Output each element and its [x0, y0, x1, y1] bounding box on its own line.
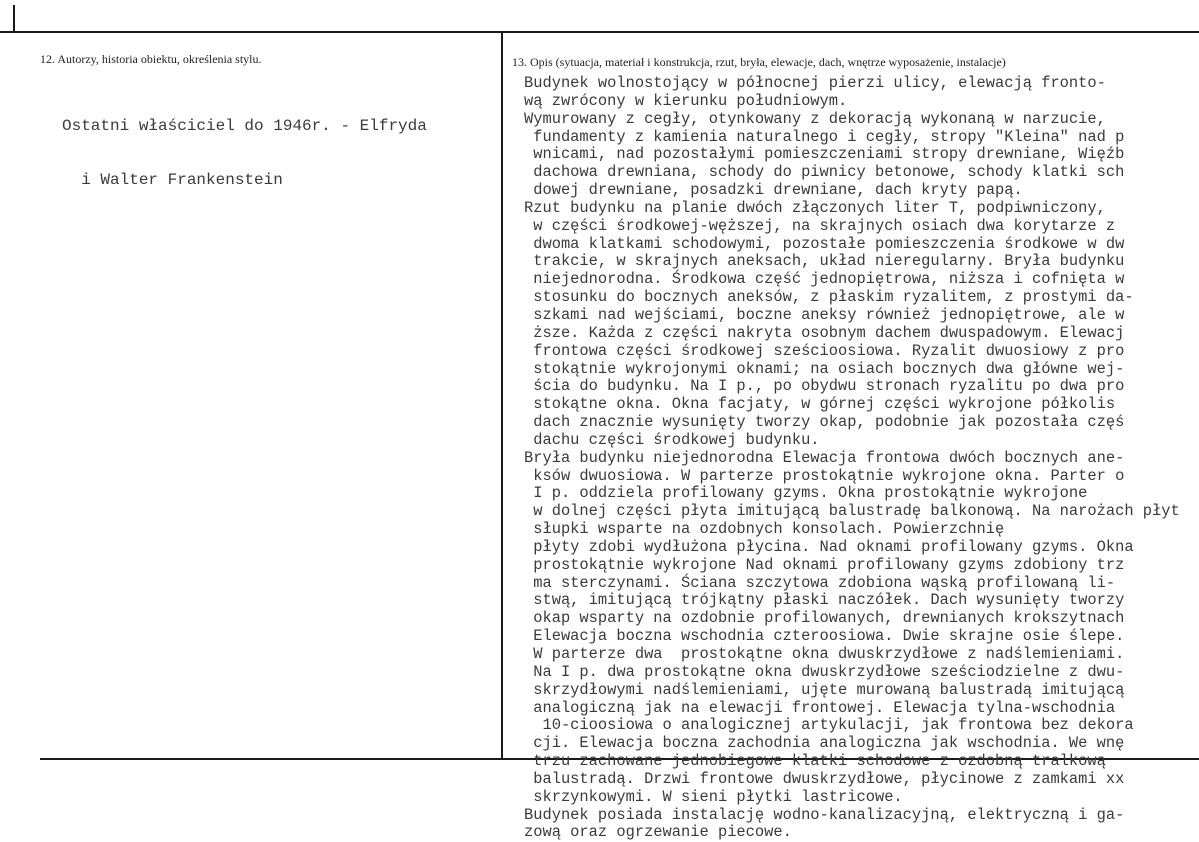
section-13-line: analogiczną jak na elewacji frontowej. Elewacja tylna-wschodnia	[524, 698, 1116, 717]
section-13-line: ksów dwuosiowa. W parterze prostokątnie wykrojone okna. Parter o	[524, 466, 1125, 485]
top-rule	[0, 31, 1199, 33]
section-13-line: 10-cioosiowa o analogicznej artykulacji, jak frontowa bez dekora	[524, 716, 1134, 735]
section-13-line: ma sterczynami. Ściana szczytowa zdobiona wąską profilowaną li-	[524, 573, 1116, 592]
section-13-heading: 13. Opis (sytuacja, materiał i konstrukcja, rzut, bryła, elewacje, dach, wnętrze wyposażenie, instalacje)	[512, 55, 1006, 69]
section-13-line: wnicami, nad pozostałymi pomieszczeniami stropy drewniane, Więźb	[524, 145, 1125, 164]
section-12-text	[62, 81, 427, 225]
section-13-line: Na I p. dwa prostokątne okna dwuskrzydłowe sześciodzielne z dwu-	[524, 662, 1125, 681]
section-13-line: ższe. Każda z części nakryta osobnym dachem dwuspadowym. Elewacj	[524, 323, 1125, 342]
section-13-line: w części środkowej-węższej, na skrajnych osiach dwa korytarze z	[524, 216, 1116, 235]
section-12-line: Ostatni właściciel do 1946r. - Elfryda	[62, 117, 427, 135]
section-13-text	[524, 75, 1199, 842]
section-13-line: wą zwrócony w kierunku południowym.	[524, 91, 848, 110]
section-13-line: balustradą. Drzwi frontowe dwuskrzydłowe, płycinowe z zamkami xx	[524, 769, 1125, 788]
section-13-line: trakcie, w skrajnych aneksach, układ nieregularny. Bryła budynku	[524, 252, 1125, 271]
section-13-line: stokątnie wykrojonymi oknami; na osiach bocznych dwa główne wej-	[524, 359, 1125, 378]
section-13-line: W parterze dwa prostokątne okna dwuskrzydłowe z nadślemieniami.	[524, 645, 1125, 663]
section-13-line: dowej drewniane, posadzki drewniane, dach kryty papą.	[524, 181, 1023, 200]
section-13-line: słupki wsparte na ozdobnych konsolach. Powierzchnię	[524, 520, 1005, 539]
section-13-line: Wymurowany z cegły, otynkowany z dekoracją wykonaną w narzucie,	[524, 109, 1106, 128]
left-tick-mark	[13, 5, 15, 33]
section-13-line: okap wsparty na ozdobnie profilowanych, drewnianych krokszytnach	[524, 609, 1125, 628]
section-12-line: i Walter Frankenstein	[62, 171, 283, 189]
section-13-line: niejednorodna. Środkowa część jednopiętrowa, niższa i cofnięta w	[524, 270, 1125, 289]
section-13-line: fundamenty z kamienia naturalnego i cegły, stropy "Kleina" nad p	[524, 127, 1125, 146]
section-13-line: Bryła budynku niejednorodna Elewacja frontowa dwóch bocznych ane-	[524, 448, 1125, 467]
section-13-line: Budynek wolnostojący w północnej pierzi ulicy, elewacją fronto-	[524, 75, 1106, 92]
section-13-line: stokątne okna. Okna facjaty, w górnej części wykrojone półkolis	[524, 395, 1116, 414]
section-13-line: ścia do budynku. Na I p., po obydwu stronach ryzalitu po dwa pro	[524, 377, 1125, 396]
section-13-line: skrzydłowymi nadślemieniami, ujęte murowaną balustradą imitującą	[524, 680, 1125, 699]
section-13-line: stosunku do bocznych aneksów, z płaskim ryzalitem, z prostymi da-	[524, 288, 1134, 307]
section-13-line: dachu części środkowej budynku.	[524, 430, 820, 449]
section-13-line: trzu zachowane jednobiegowe klatki schodowe z ozdobną tralkową	[524, 752, 1106, 771]
section-13-line: szkami nad wejściami, boczne aneksy również jednopiętrowe, ale w	[524, 305, 1125, 324]
section-13-line: cji. Elewacja boczna zachodnia analogiczna jak wschodnia. We wnę	[524, 734, 1125, 753]
section-13-line: zową oraz ogrzewanie piecowe.	[524, 823, 792, 842]
section-13-line: prostokątnie wykrojone Nad oknami profilowany gzyms zdobiony trz	[524, 555, 1125, 574]
column-divider	[501, 33, 503, 760]
section-13-line: płyty zdobi wydłużona płycina. Nad oknami profilowany gzyms. Okna	[524, 537, 1134, 556]
section-13-line: frontowa części środkowej sześcioosiowa. Ryzalit dwuosiowy z pro	[524, 341, 1125, 360]
section-13-line: Rzut budynku na planie dwóch złączonych liter T, podpiwniczony,	[524, 198, 1106, 217]
section-13-line: w dolnej części płyta imitującą balustradę balkonową. Na narożach płyt	[524, 502, 1180, 521]
section-13-line: I p. oddziela profilowany gzyms. Okna prostokątnie wykrojone	[524, 484, 1088, 503]
section-13-line: dach znacznie wysunięty tworzy okap, podobnie jak pozostała częś	[524, 413, 1125, 432]
section-13-line: dachowa drewniana, schody do piwnicy betonowe, schody klatki sch	[524, 163, 1125, 182]
section-13-line: dwoma klatkami schodowymi, pozostałe pomieszczenia środkowe w dw	[524, 234, 1125, 253]
section-13-line: Elewacja boczna wschodnia czteroosiowa. Dwie skrajne osie ślepe.	[524, 627, 1125, 646]
section-13-line: skrzynkowymi. W sieni płytki lastricowe.	[524, 787, 903, 806]
section-13-line: stwą, imitującą trójkątny płaski naczółek. Dach wysunięty tworzy	[524, 591, 1125, 610]
section-12-heading: 12. Autorzy, historia obiektu, określenia stylu.	[40, 52, 262, 66]
section-13-line: Budynek posiada instalację wodno-kanalizacyjną, elektryczną i ga-	[524, 805, 1125, 824]
